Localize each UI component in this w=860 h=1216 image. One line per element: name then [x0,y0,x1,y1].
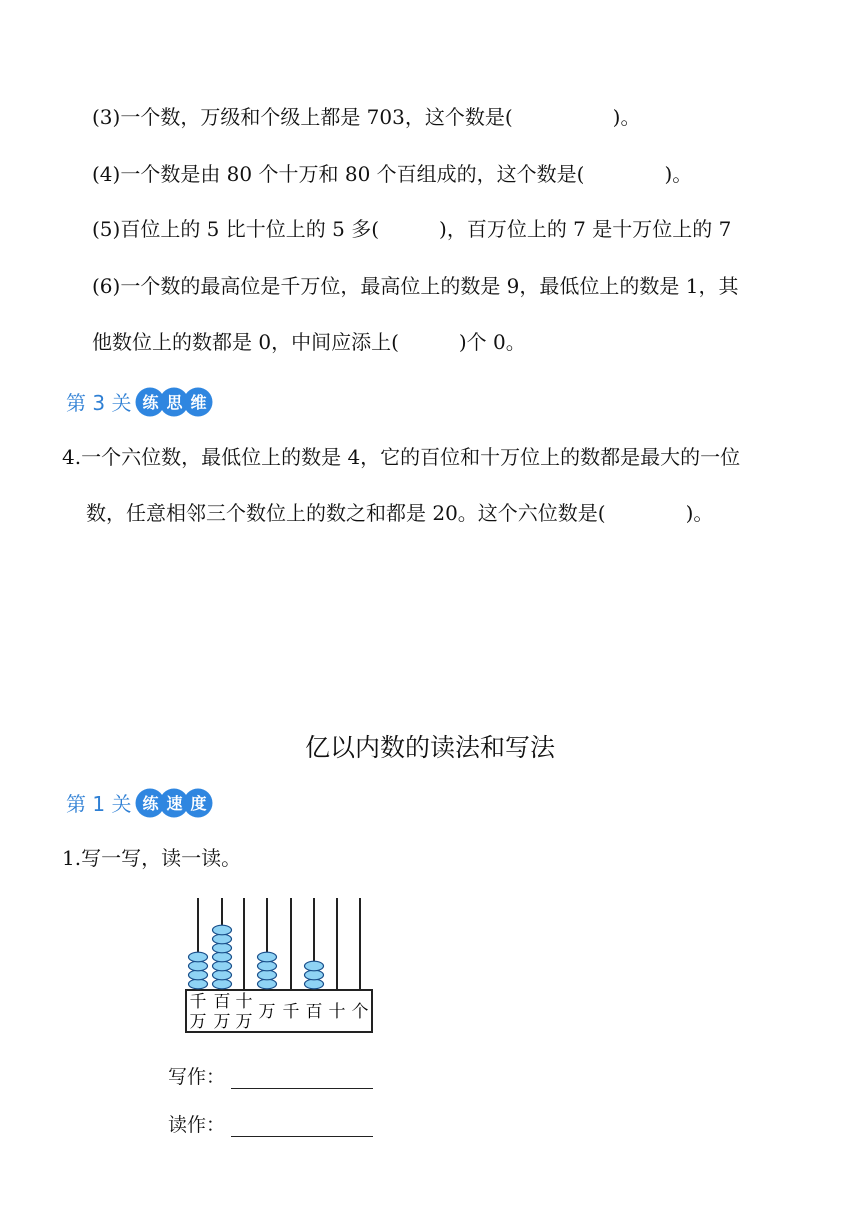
abacus-label: 万 [258,1002,276,1022]
abacus-label: 万 [235,1012,253,1032]
write-answer-blank[interactable] [231,1066,373,1089]
abacus-bead [258,970,277,980]
abacus-label: 百 [305,1002,323,1022]
section-title: 亿以内数的读法和写法 [304,733,555,762]
write-row [168,1062,373,1089]
level-1-badge-2: 速 [161,790,187,816]
abacus-bead [213,925,232,935]
abacus-bead [305,970,324,980]
level-1-label: 第 1 关 [66,792,132,816]
level-3-header [66,387,209,416]
question-4: (4)一个数是由 80 个十万和 80 个百组成的，这个数是( )。 [92,162,693,186]
read-answer-blank[interactable] [231,1114,373,1137]
level-3-label: 第 3 关 [66,391,132,415]
abacus-bead [213,952,232,962]
abacus-bead [258,952,277,962]
abacus-label: 十 [235,992,253,1012]
question-6-line-2: 他数位上的数都是 0，中间应添上( )个 0。 [92,330,526,354]
abacus-label: 千 [189,992,207,1012]
question-5: (5)百位上的 5 比十位上的 5 多( )，百万位上的 7 是十万位上的 7 [92,217,732,241]
abacus-image [184,892,376,1038]
abacus-bead [213,934,232,944]
abacus-bead [305,961,324,971]
level-3-badge-1: 练 [137,389,163,415]
abacus-bead [305,979,324,989]
read-label: 读作： [168,1114,226,1136]
level-1-badge-3: 度 [185,790,211,816]
abacus-label: 个 [351,1002,369,1022]
abacus-label: 千 [282,1002,300,1022]
read-row [168,1110,373,1137]
abacus-bead [213,943,232,953]
abacus-bead [213,970,232,980]
abacus-bead [258,979,277,989]
level-1-badge-1: 练 [137,790,163,816]
abacus-bead [258,961,277,971]
abacus-bead [189,952,208,962]
question-4-main-line-2: 数，任意相邻三个数位上的数之和都是 20。这个六位数是( )。 [86,501,714,525]
write-label: 写作： [168,1066,226,1088]
abacus-label: 十 [328,1002,346,1022]
abacus-bead [189,979,208,989]
question-3: (3)一个数，万级和个级上都是 703，这个数是( )。 [92,105,641,129]
abacus-bead [189,970,208,980]
question-6-line-1: (6)一个数的最高位是千万位，最高位上的数是 9，最低位上的数是 1，其 [92,274,739,298]
abacus-bead [213,961,232,971]
abacus-bead [213,979,232,989]
abacus-label: 百 [213,992,231,1012]
question-4-main-line-1: 4.一个六位数，最低位上的数是 4，它的百位和十万位上的数都是最大的一位 [62,445,741,469]
abacus-label: 万 [189,1012,207,1032]
abacus-label: 万 [213,1012,231,1032]
level-1-header [66,788,209,817]
question-1-main: 1.写一写，读一读。 [62,846,242,870]
level-3-badge-2: 思 [161,389,187,415]
abacus-bead [189,961,208,971]
level-3-badge-3: 维 [185,389,211,415]
